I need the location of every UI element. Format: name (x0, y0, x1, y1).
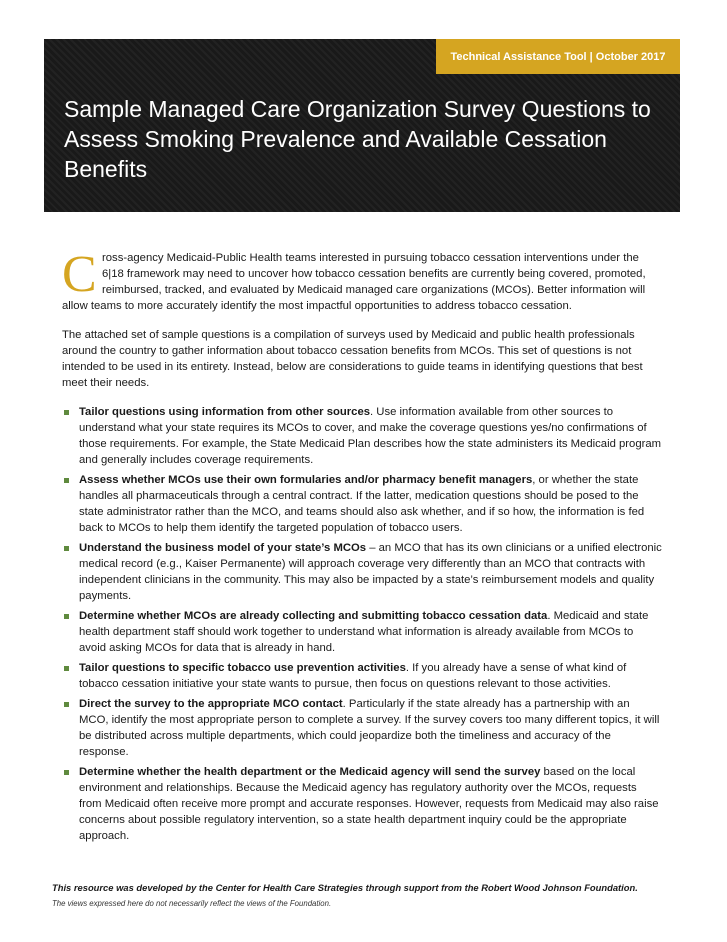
list-item (62, 696, 662, 760)
bullet-square-icon (64, 546, 69, 551)
list-item (62, 764, 662, 844)
publication-tag: Technical Assistance Tool | October 2017 (436, 39, 680, 74)
intro-line: ross-agency Medicaid-Public Health teams interested in pursuing tobacco cessation interventions under the (102, 252, 639, 264)
list-item-heading: Assess whether MCOs use their own formularies and/or pharmacy benefit managers (79, 474, 533, 486)
funding-note: This resource was developed by the Center for Health Care Strategies through support from the Robert Wood Johnson Foundation. (52, 882, 638, 893)
list-item-text: based on the local environment and relationships. Because the Medicaid agency has regulatory authority over the MCOs, requests from Medicaid often receive more prompt and accurate responses. However, requests from Medicaid may also raise concerns about possible regulatory intervention, so a state health department inquiry could be the appropriate approach. (79, 766, 659, 842)
page-title: Sample Managed Care Organization Survey Questions to Assess Smoking Prevalence and Available Cessation Benefits (64, 96, 651, 182)
list-item-text: . If you already have a sense of what kind of tobacco cessation initiative your state wants to pursue, then focus on questions relevant to those activities. (79, 662, 627, 690)
list-item-heading: Determine whether MCOs are already collecting and submitting tobacco cessation data (79, 610, 548, 622)
drop-cap: C (62, 246, 97, 303)
list-item-text: . Medicaid and state health department staff should work together to understand what information is already available from MCOs to avoid asking MCOs for data that is already in hand. (79, 610, 649, 654)
list-item (62, 472, 662, 536)
bullet-square-icon (64, 770, 69, 775)
guidance-paragraph: The attached set of sample questions is a compilation of surveys used by Medicaid and public health professionals around the country to gather information about tobacco cessation benefits from MCOs. This set of questions is not intended to be used in its entirety. Instead, below are considerations to guide teams in identifying questions that best meet their needs. (62, 329, 643, 389)
list-item-heading: Determine whether the health department or the Medicaid agency will send the survey (79, 766, 541, 778)
bullet-square-icon (64, 410, 69, 415)
disclaimer: The views expressed here do not necessarily reflect the views of the Foundation. (52, 899, 332, 908)
intro-line: allow teams to more accurately identify the most impactful opportunities to address tobacco cessation. (62, 300, 572, 312)
list-item-text: – an MCO that has its own clinicians or a unified electronic medical record (e.g., Kaiser Permanente) will approach coverage very differently than an MCO that contracts with independent clinicians in the community. This may also be impacted by a state’s reimbursement models and quality payments. (79, 542, 662, 602)
list-item (62, 660, 662, 692)
main-content (62, 246, 662, 848)
intro-paragraph (62, 246, 662, 314)
list-item-text: . Particularly if the state already has a partnership with an MCO, identify the most appropriate person to complete a survey. If the survey covers too many different topics, it will be distributed across multiple departments, which could jeopardize both the timeliness and accuracy of the response. (79, 698, 660, 758)
intro-line: reimbursed, tracked, and evaluated by Medicaid managed care organizations (MCOs). Better information will (102, 284, 646, 296)
considerations-list (62, 404, 662, 844)
list-item-heading: Tailor questions using information from other sources (79, 406, 371, 418)
list-item (62, 404, 662, 468)
bullet-square-icon (64, 614, 69, 619)
header-banner (44, 39, 680, 212)
bullet-square-icon (64, 702, 69, 707)
list-item-heading: Direct the survey to the appropriate MCO contact (79, 698, 343, 710)
list-item (62, 540, 662, 604)
footer (52, 881, 692, 910)
intro-line: 6|18 framework may need to uncover how tobacco cessation benefits are currently being covered, promoted, (102, 268, 646, 280)
list-item-text: . Use information available from other sources to understand what your state requires its MCOs to cover, and make the coverage questions yes/no confirmations of those requirements. For example, the State Medicaid Plan describes how the state administers its Medicaid program and generally includes coverage requirements. (79, 406, 662, 466)
list-item (62, 608, 662, 656)
bullet-square-icon (64, 478, 69, 483)
list-item-text: , or whether the state handles all pharmaceuticals through a central contract. If the latter, medication questions should be posed to the state administrator rather than the MCO, and teams should also ask whether, and if so how, the information is fed back to MCOs to help them identify the targeted population of tobacco users. (79, 474, 645, 534)
bullet-square-icon (64, 666, 69, 671)
list-item-heading: Understand the business model of your state’s MCOs (79, 542, 367, 554)
list-item-heading: Tailor questions to specific tobacco use prevention activities (79, 662, 406, 674)
